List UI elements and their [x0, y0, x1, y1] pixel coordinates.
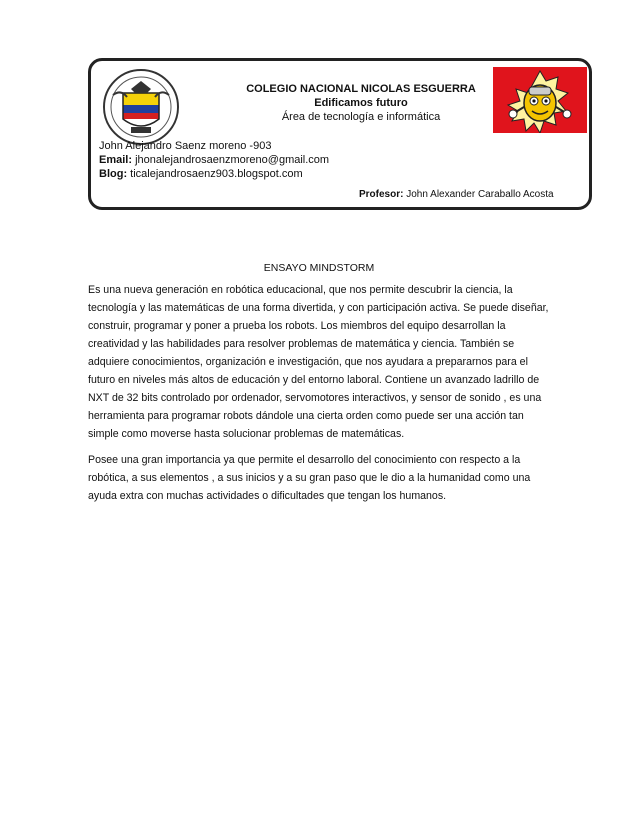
robot-mascot-icon	[493, 67, 587, 133]
teacher-label: Profesor:	[359, 189, 404, 200]
teacher-value: John Alexander Caraballo Acosta	[406, 189, 554, 200]
student-info	[99, 139, 329, 181]
school-info	[211, 83, 511, 123]
student-blog	[99, 167, 329, 181]
school-motto: Edificamos futuro	[314, 97, 408, 109]
blog-label: Blog:	[99, 168, 128, 180]
student-email	[99, 153, 329, 167]
essay-paragraph-2: Posee una gran importancia ya que permite el desarrollo del conocimiento con respecto a la robótica, a sus elementos , a sus inicios y a su gran paso que le dio a la humanidad como una ayuda extra con muchas actividades o dificultades que tengan los humanos.	[88, 454, 531, 502]
essay-paragraph-1: Es una nueva generación en robótica educacional, que nos permite descubrir la ciencia, la tecnología y las matemáticas de una forma divertida, y con participación activa. Se puede diseñar, construir, programar y poner a prueba los robots. Los miembros del equipo desarrollan la creatividad y las habilidades para resolver problemas de matemática y ciencia. También se adquiere conocimientos, organización e investigación, que nos ayudara a prepararnos para el futuro en niveles más altos de educación y del entorno laboral. Contiene un avanzado ladrillo de NXT de 32 bits controlado por ordenador, servomotores interactivos, y sensor de sonido , es una herramienta para programar robots dándole una cierta orden como puede ser una acción tan simple como moverse hasta solucionar problemas de matemáticas.	[88, 284, 549, 440]
essay-title: ENSAYO MINDSTORM	[263, 262, 375, 274]
school-crest-icon	[101, 67, 181, 147]
document-header	[88, 58, 592, 210]
blog-value: ticalejandrosaenz903.blogspot.com	[130, 168, 303, 180]
student-name: John Alejandro Saenz moreno -903	[99, 140, 272, 152]
teacher-info	[359, 189, 554, 200]
email-value: jhonalejandrosaenzmoreno@gmail.com	[135, 154, 330, 166]
school-area: Área de tecnología e informática	[281, 111, 441, 123]
school-name: COLEGIO NACIONAL NICOLAS ESGUERRA	[246, 83, 476, 95]
essay-body	[88, 281, 556, 513]
email-label: Email:	[99, 154, 133, 166]
